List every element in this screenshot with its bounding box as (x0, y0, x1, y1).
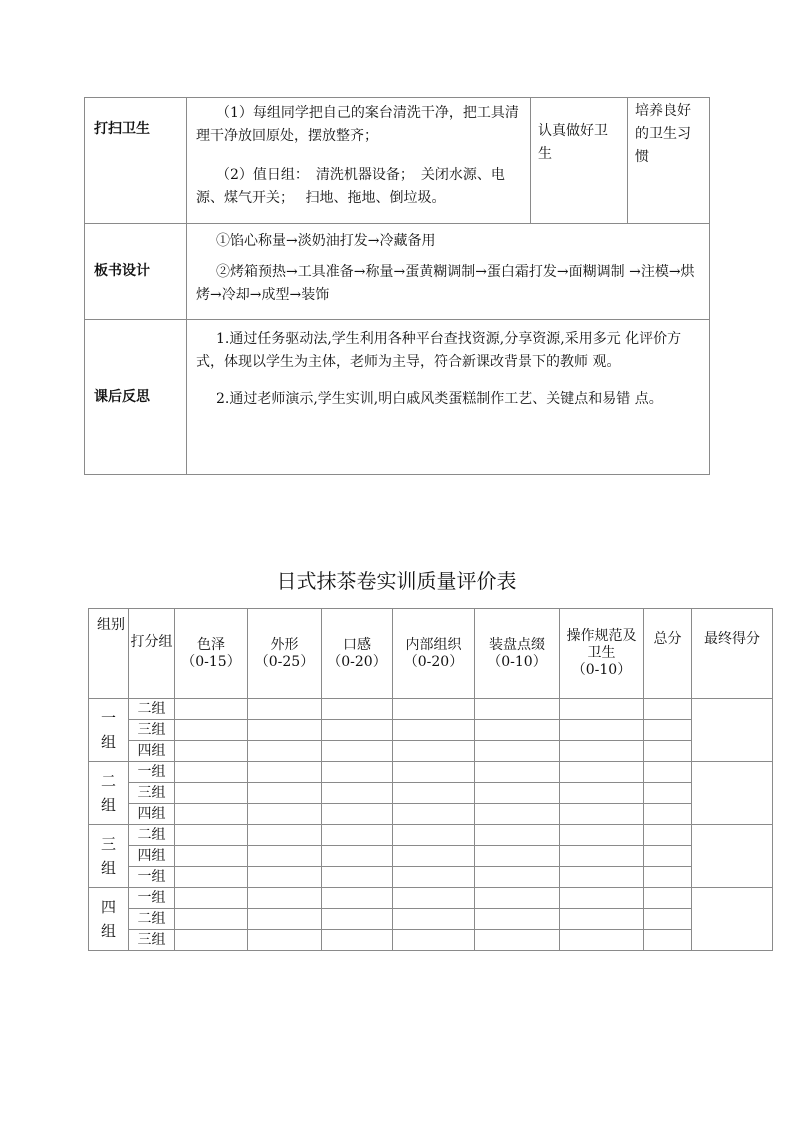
group-name-cell: 二组 (89, 762, 129, 825)
score-cell-hygiene[interactable] (560, 699, 644, 720)
score-cell-taste[interactable] (322, 783, 393, 804)
scorer-cell: 三组 (129, 930, 175, 951)
score-cell-shape[interactable] (248, 825, 322, 846)
score-cell-hygiene[interactable] (560, 846, 644, 867)
table-row (89, 720, 773, 741)
table-row (89, 888, 773, 909)
score-cell-texture[interactable] (393, 867, 475, 888)
score-cell-hygiene[interactable] (560, 909, 644, 930)
score-cell-decoration[interactable] (475, 825, 560, 846)
score-cell-color[interactable] (175, 783, 248, 804)
header-hygiene: 操作规范及卫生 （0-10） (560, 609, 644, 699)
score-cell-hygiene[interactable] (560, 741, 644, 762)
score-cell-decoration[interactable] (475, 909, 560, 930)
score-cell-texture[interactable] (393, 762, 475, 783)
score-cell-color[interactable] (175, 867, 248, 888)
score-cell-total[interactable] (644, 909, 692, 930)
score-cell-hygiene[interactable] (560, 867, 644, 888)
header-color: 色泽 （0-15） (175, 609, 248, 699)
header-group: 组别 (89, 609, 129, 699)
reflection-content (187, 320, 710, 475)
score-cell-decoration[interactable] (475, 741, 560, 762)
table-row (89, 741, 773, 762)
header-total: 总分 (644, 609, 692, 699)
score-cell-shape[interactable] (248, 762, 322, 783)
scorer-cell: 一组 (129, 888, 175, 909)
score-cell-shape[interactable] (248, 867, 322, 888)
group-name-cell: 一组 (89, 699, 129, 762)
group-name-cell: 三组 (89, 825, 129, 888)
score-cell-total[interactable] (644, 783, 692, 804)
score-cell-texture[interactable] (393, 804, 475, 825)
score-cell-hygiene[interactable] (560, 888, 644, 909)
score-cell-total[interactable] (644, 699, 692, 720)
score-cell-decoration[interactable] (475, 867, 560, 888)
scorer-cell: 一组 (129, 867, 175, 888)
score-cell-color[interactable] (175, 762, 248, 783)
score-cell-decoration[interactable] (475, 699, 560, 720)
score-cell-color[interactable] (175, 930, 248, 951)
evaluation-table (88, 608, 773, 951)
table-row (89, 804, 773, 825)
score-cell-decoration[interactable] (475, 846, 560, 867)
score-cell-decoration[interactable] (475, 804, 560, 825)
score-cell-taste[interactable] (322, 741, 393, 762)
score-cell-hygiene[interactable] (560, 783, 644, 804)
score-cell-texture[interactable] (393, 825, 475, 846)
score-cell-shape[interactable] (248, 846, 322, 867)
scorer-cell: 四组 (129, 804, 175, 825)
score-cell-texture[interactable] (393, 846, 475, 867)
evaluation-title: 日式抹茶卷实训质量评价表 (276, 569, 517, 593)
score-cell-total[interactable] (644, 762, 692, 783)
header-shape: 外形 （0-25） (248, 609, 322, 699)
score-cell-color[interactable] (175, 741, 248, 762)
score-cell-taste[interactable] (322, 762, 393, 783)
score-cell-texture[interactable] (393, 720, 475, 741)
score-cell-total[interactable] (644, 720, 692, 741)
scorer-cell: 三组 (129, 783, 175, 804)
score-cell-total[interactable] (644, 930, 692, 951)
scorer-cell: 一组 (129, 762, 175, 783)
scorer-cell: 二组 (129, 699, 175, 720)
table-row (89, 909, 773, 930)
table-row (89, 825, 773, 846)
table-row (89, 783, 773, 804)
board-design-row (85, 224, 710, 320)
score-cell-decoration[interactable] (475, 720, 560, 741)
scorer-cell: 四组 (129, 741, 175, 762)
board-design-line-2: ②烤箱预热→工具准备→称量→蛋黄糊调制→蛋白霜打发→面糊调制 →注模→烘烤→冷却→成型→装饰 (196, 264, 695, 303)
group-name-cell: 四组 (89, 888, 129, 951)
header-decoration: 装盘点缀 （0-10） (475, 609, 560, 699)
score-cell-texture[interactable] (393, 909, 475, 930)
table-row (89, 930, 773, 951)
reflection-heading: 课后反思 (85, 320, 187, 475)
score-cell-hygiene[interactable] (560, 762, 644, 783)
score-cell-total[interactable] (644, 888, 692, 909)
score-cell-taste[interactable] (322, 867, 393, 888)
score-cell-total[interactable] (644, 741, 692, 762)
table-row (89, 846, 773, 867)
cleaning-line-2: （2）值日组： 清洗机器设备； 关闭水源、电 源、煤气开关； 扫地、拖地、倒垃圾。 (196, 167, 505, 206)
score-cell-total[interactable] (644, 867, 692, 888)
final-score-cell[interactable] (692, 699, 773, 762)
header-scorer: 打分组 (129, 609, 175, 699)
score-cell-color[interactable] (175, 720, 248, 741)
header-final: 最终得分 (692, 609, 773, 699)
score-cell-shape[interactable] (248, 720, 322, 741)
score-cell-color[interactable] (175, 909, 248, 930)
cleaning-heading: 打扫卫生 (85, 98, 187, 224)
cleaning-row (85, 98, 710, 224)
score-cell-taste[interactable] (322, 720, 393, 741)
score-cell-decoration[interactable] (475, 888, 560, 909)
score-cell-taste[interactable] (322, 699, 393, 720)
board-design-line-1: ①馅心称量→淡奶油打发→冷藏备用 (216, 233, 436, 249)
final-score-cell[interactable] (692, 825, 773, 888)
cleaning-line-1: （1）每组同学把自己的案台清洗干净，把工具清理干净放回原处，摆放整齐； (196, 105, 519, 144)
score-cell-taste[interactable] (322, 909, 393, 930)
lesson-plan-table (84, 97, 710, 475)
score-cell-decoration[interactable] (475, 762, 560, 783)
score-cell-shape[interactable] (248, 909, 322, 930)
cleaning-goal: 培养良好 的卫生习 惯 (628, 98, 710, 224)
reflection-paragraph-2: 2.通过老师演示,学生实训,明白戚风类蛋糕制作工艺、关键点和易错 点。 (216, 391, 663, 407)
score-cell-shape[interactable] (248, 804, 322, 825)
cleaning-requirement: 认真做好卫 生 (531, 98, 628, 224)
score-cell-color[interactable] (175, 846, 248, 867)
scorer-cell: 二组 (129, 825, 175, 846)
scorer-cell: 四组 (129, 846, 175, 867)
score-cell-color[interactable] (175, 804, 248, 825)
score-cell-taste[interactable] (322, 888, 393, 909)
score-cell-color[interactable] (175, 825, 248, 846)
score-cell-texture[interactable] (393, 930, 475, 951)
final-score-cell[interactable] (692, 888, 773, 951)
score-cell-texture[interactable] (393, 888, 475, 909)
score-cell-texture[interactable] (393, 783, 475, 804)
score-cell-hygiene[interactable] (560, 825, 644, 846)
scorer-cell: 二组 (129, 909, 175, 930)
cleaning-content (187, 98, 531, 224)
score-cell-hygiene[interactable] (560, 804, 644, 825)
header-texture: 内部组织 （0-20） (393, 609, 475, 699)
score-cell-texture[interactable] (393, 741, 475, 762)
table-row (89, 762, 773, 783)
score-cell-hygiene[interactable] (560, 930, 644, 951)
reflection-paragraph-1: 1.通过任务驱动法,学生利用各种平台查找资源,分享资源,采用多元 化评价方式，体现以学生为主体，老师为主导，符合新课改背景下的教师 观。 (196, 331, 682, 370)
board-design-heading: 板书设计 (85, 224, 187, 320)
score-cell-taste[interactable] (322, 846, 393, 867)
evaluation-body (89, 699, 773, 951)
score-cell-color[interactable] (175, 888, 248, 909)
score-cell-total[interactable] (644, 846, 692, 867)
score-cell-decoration[interactable] (475, 783, 560, 804)
score-cell-color[interactable] (175, 699, 248, 720)
score-cell-taste[interactable] (322, 825, 393, 846)
table-row (89, 699, 773, 720)
score-cell-shape[interactable] (248, 699, 322, 720)
score-cell-shape[interactable] (248, 930, 322, 951)
score-cell-shape[interactable] (248, 783, 322, 804)
reflection-row (85, 320, 710, 475)
score-cell-hygiene[interactable] (560, 720, 644, 741)
score-cell-taste[interactable] (322, 804, 393, 825)
score-cell-texture[interactable] (393, 699, 475, 720)
header-taste: 口感 （0-20） (322, 609, 393, 699)
score-cell-shape[interactable] (248, 888, 322, 909)
score-cell-taste[interactable] (322, 930, 393, 951)
board-design-content (187, 224, 710, 320)
score-cell-total[interactable] (644, 825, 692, 846)
evaluation-header-row (89, 609, 773, 699)
table-row (89, 867, 773, 888)
score-cell-decoration[interactable] (475, 930, 560, 951)
score-cell-total[interactable] (644, 804, 692, 825)
final-score-cell[interactable] (692, 762, 773, 825)
scorer-cell: 三组 (129, 720, 175, 741)
score-cell-shape[interactable] (248, 741, 322, 762)
